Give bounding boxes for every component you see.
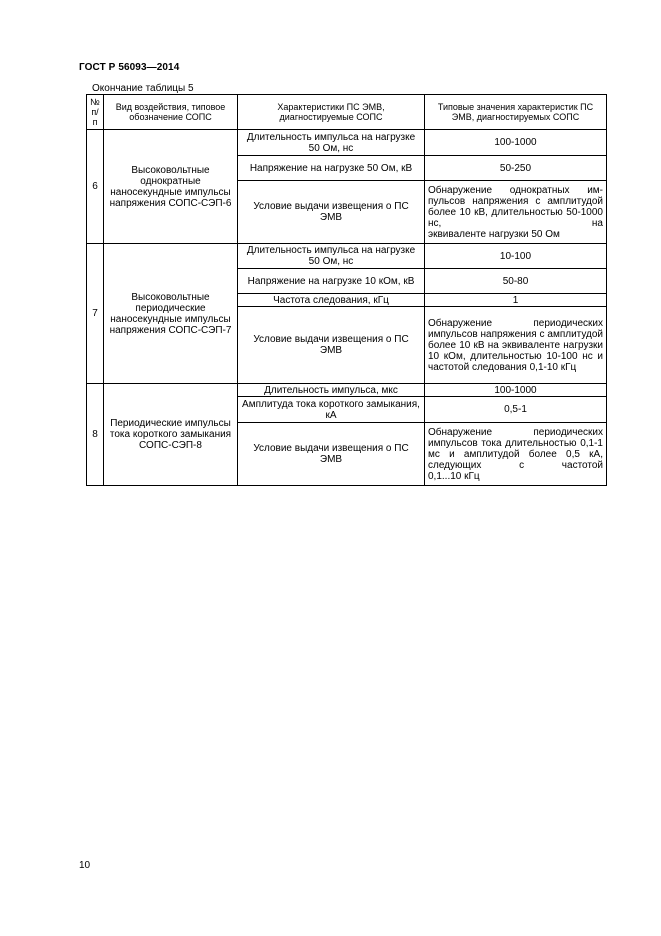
typical-value: Обнаружение однократных им-пульсов напряжения с амплитудой более 10 кВ, длительностью 50-1000 нс, на эквиваленте нагрузки 50 Ом <box>425 181 607 244</box>
typical-value: 0,5-1 <box>425 397 607 423</box>
typical-value: 1 <box>425 294 607 307</box>
header-type: Вид воздействия, типовое обозначение СОПС <box>104 95 238 130</box>
page-number: 10 <box>79 860 91 871</box>
table-row <box>87 384 607 397</box>
characteristic: Длительность импульса на нагрузке 50 Ом, нс <box>238 244 425 269</box>
characteristic: Частота следования, кГц <box>238 294 425 307</box>
characteristic: Длительность импульса на нагрузке 50 Ом, нс <box>238 130 425 156</box>
row-num: 6 <box>87 130 104 244</box>
row-num: 8 <box>87 384 104 486</box>
characteristic: Условие выдачи извещения о ПС ЭМВ <box>238 307 425 384</box>
header-characteristics: Характеристики ПС ЭМВ, диагностируемые СОПС <box>238 95 425 130</box>
header-num: № п/п <box>87 95 104 130</box>
typical-value: 100-1000 <box>425 384 607 397</box>
spec-table <box>86 94 607 486</box>
typical-value: 100-1000 <box>425 130 607 156</box>
table-row <box>87 130 607 156</box>
impact-type: Высоковольтные периодические наносекундные импульсы напряжения СОПС-СЭП-7 <box>104 244 238 384</box>
typical-value: Обнаружение периодических импульсов напряжения с амплитудой более 10 кВ на эквиваленте нагрузки 10 кОм, длительностью 10-100 нс и частотой следования 0,1-10 кГц <box>425 307 607 384</box>
characteristic: Условие выдачи извещения о ПС ЭМВ <box>238 181 425 244</box>
characteristic: Напряжение на нагрузке 50 Ом, кВ <box>238 156 425 181</box>
characteristic: Напряжение на нагрузке 10 кОм, кВ <box>238 269 425 294</box>
table-row <box>87 244 607 269</box>
row-num: 7 <box>87 244 104 384</box>
document-code: ГОСТ Р 56093—2014 <box>79 62 180 73</box>
typical-value: Обнаружение периодических импульсов тока длительностью 0,1-1 мс и амплитудой более 0,5 кА, следующих с частотой 0,1...10 кГц <box>425 423 607 486</box>
impact-type: Периодические импульсы тока короткого замыкания СОПС-СЭП-8 <box>104 384 238 486</box>
impact-type: Высоковольтные однократные наносекундные импульсы напряжения СОПС-СЭП-6 <box>104 130 238 244</box>
typical-value: 50-80 <box>425 269 607 294</box>
characteristic: Длительность импульса, мкс <box>238 384 425 397</box>
header-values: Типовые значения характеристик ПС ЭМВ, диагностируемых СОПС <box>425 95 607 130</box>
typical-value: 50-250 <box>425 156 607 181</box>
characteristic: Условие выдачи извещения о ПС ЭМВ <box>238 423 425 486</box>
table-header-row <box>87 95 607 130</box>
characteristic: Амплитуда тока короткого замыкания, кА <box>238 397 425 423</box>
table-caption: Окончание таблицы 5 <box>92 83 194 94</box>
typical-value: 10-100 <box>425 244 607 269</box>
